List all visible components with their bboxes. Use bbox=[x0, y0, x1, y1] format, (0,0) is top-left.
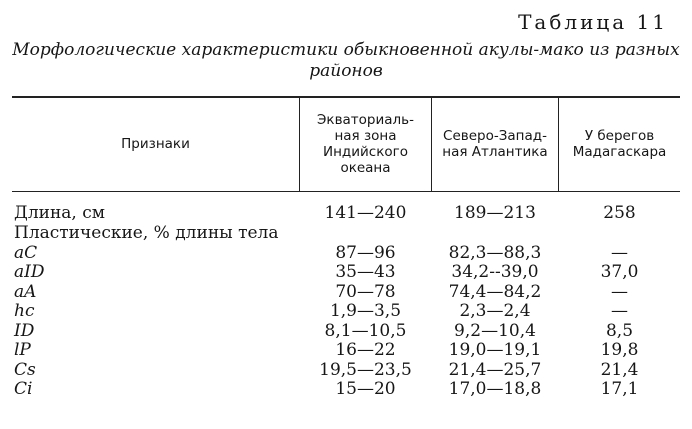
value-indian-ocean: 8,1—10,5 bbox=[324, 320, 407, 341]
table-row bbox=[12, 204, 680, 224]
value-indian-ocean: 1,9—3,5 bbox=[329, 301, 402, 321]
row-label: hc bbox=[14, 301, 35, 321]
table-row bbox=[12, 322, 680, 342]
row-label: aA bbox=[14, 281, 37, 302]
value-indian-ocean: 16—22 bbox=[335, 340, 396, 360]
value-madagascar: 19,8 bbox=[600, 340, 639, 360]
row-label: Ci bbox=[14, 379, 33, 399]
value-indian-ocean: 19,5—23,5 bbox=[319, 359, 412, 380]
value-nw-atlantic: 74,4—84,2 bbox=[448, 281, 542, 302]
header-madagascar: У берегов Мадагаскара bbox=[572, 128, 667, 160]
header-features: Признаки bbox=[121, 136, 190, 152]
header-indian-ocean: Экваториаль- ная зона Индийского океана bbox=[316, 112, 414, 176]
table-row bbox=[12, 263, 680, 283]
value-nw-atlantic: 19,0—19,1 bbox=[448, 340, 542, 360]
value-nw-atlantic: 9,2—10,4 bbox=[454, 320, 536, 341]
row-label: lP bbox=[14, 340, 31, 360]
table-number: Таблица 11 bbox=[518, 10, 668, 34]
row-label: aC bbox=[14, 242, 38, 263]
table-row bbox=[12, 341, 680, 361]
value-indian-ocean: 70—78 bbox=[335, 281, 396, 302]
row-label: Пластические, % длины тела bbox=[14, 223, 279, 243]
value-indian-ocean: 87—96 bbox=[335, 242, 396, 263]
value-nw-atlantic: 17,0—18,8 bbox=[448, 379, 542, 399]
value-indian-ocean: 35—43 bbox=[335, 262, 396, 282]
value-indian-ocean: 15—20 bbox=[335, 379, 396, 399]
table-caption: Морфологические характеристики обыкновенной акулы-мако из разных районов bbox=[12, 40, 680, 81]
table-row bbox=[12, 224, 680, 244]
value-nw-atlantic: 34,2--39,0 bbox=[451, 262, 539, 282]
table-row bbox=[12, 361, 680, 381]
value-madagascar: — bbox=[611, 301, 628, 321]
value-indian-ocean: 141—240 bbox=[324, 203, 407, 223]
value-nw-atlantic: 21,4—25,7 bbox=[448, 359, 542, 380]
value-madagascar: 21,4 bbox=[600, 359, 639, 380]
value-madagascar: 17,1 bbox=[600, 379, 639, 399]
value-madagascar: — bbox=[611, 242, 628, 263]
value-madagascar: 8,5 bbox=[605, 320, 634, 341]
value-madagascar: 258 bbox=[603, 203, 636, 223]
header-nw-atlantic: Северо-Запад- ная Атлантика bbox=[442, 128, 548, 160]
table-row bbox=[12, 380, 680, 400]
value-madagascar: — bbox=[611, 281, 628, 302]
row-label: Cs bbox=[14, 359, 36, 380]
table-row bbox=[12, 302, 680, 322]
value-madagascar: 37,0 bbox=[600, 262, 639, 282]
row-label: Длина, см bbox=[14, 203, 105, 223]
table-body bbox=[12, 204, 680, 400]
row-label: ID bbox=[14, 320, 35, 341]
value-nw-atlantic: 82,3—88,3 bbox=[448, 242, 542, 263]
value-nw-atlantic: 2,3—2,4 bbox=[459, 301, 531, 321]
row-label: aID bbox=[14, 262, 45, 282]
table-row bbox=[12, 244, 680, 264]
value-nw-atlantic: 189—213 bbox=[454, 203, 536, 223]
header-bottom-rule bbox=[12, 191, 680, 192]
table-row bbox=[12, 283, 680, 303]
